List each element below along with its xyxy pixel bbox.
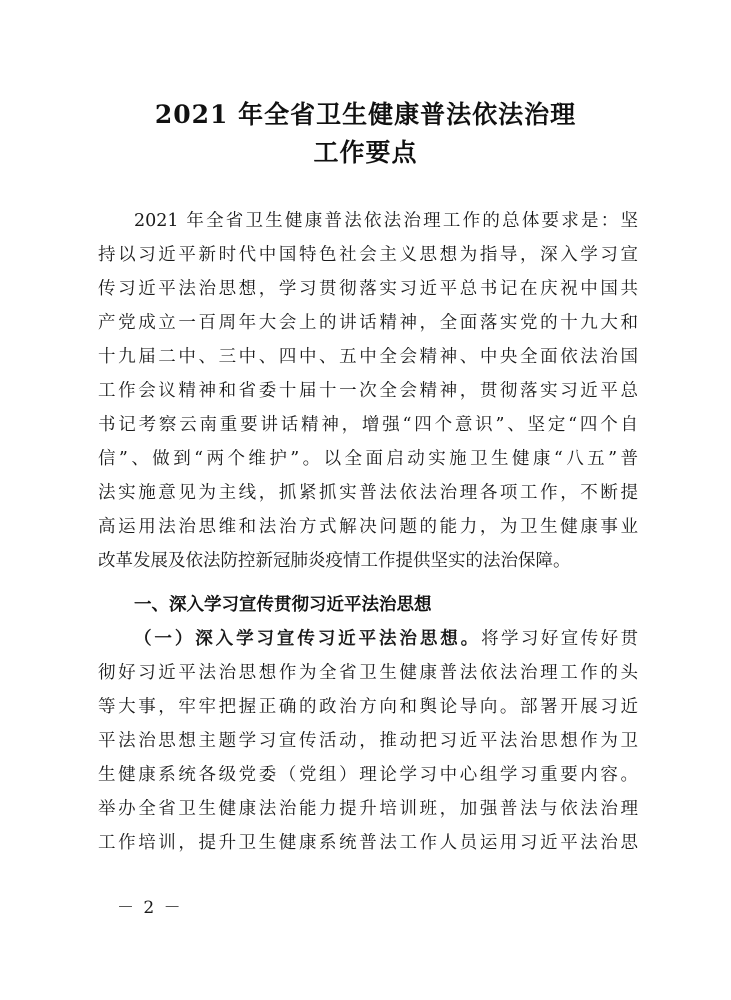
intro-paragraph-line: 信”、做到“两个维护”。以全面启动实施卫生健康“八五”普 [98, 449, 638, 469]
intro-paragraph-line: 法实施意见为主线，抓紧抓实普法依法治理各项工作，不断提 [98, 483, 638, 503]
subsection-1-line: 彻好习近平法治思想作为全省卫生健康普法依法治理工作的头 [98, 663, 638, 683]
subsection-1-line: 工作培训，提升卫生健康系统普法工作人员运用习近平法治思 [98, 833, 638, 853]
subsection-1-line: 平法治思想主题学习宣传活动，推动把习近平法治思想作为卫 [98, 731, 638, 751]
page-number: － 2 － [117, 898, 183, 918]
intro-paragraph-line: 工作会议精神和省委十届十一次全会精神，贯彻落实习近平总 [98, 381, 638, 401]
subsection-1-heading: （一）深入学习宣传习近平法治思想。 [134, 629, 482, 649]
section-1-heading: 一、深入学习宣传贯彻习近平法治思想 [134, 595, 432, 615]
intro-paragraph-line: 书记考察云南重要讲话精神，增强“四个意识”、坚定“四个自 [98, 415, 638, 435]
subsection-1-line: 等大事，牢牢把握正确的政治方向和舆论导向。部署开展习近 [98, 697, 638, 717]
document-title-line-2: 工作要点 [313, 138, 418, 167]
intro-paragraph-line: 十九届二中、三中、四中、五中全会精神、中央全面依法治国 [98, 347, 638, 367]
intro-paragraph-line: 2021 年全省卫生健康普法依法治理工作的总体要求是：坚 [134, 211, 638, 231]
intro-paragraph-line: 持以习近平新时代中国特色社会主义思想为指导，深入学习宣 [98, 245, 638, 265]
subsection-1-first-line [134, 624, 638, 654]
document-title-line-1: 2021 年全省卫生健康普法依法治理 [154, 100, 577, 129]
intro-paragraph-line: 传习近平法治思想，学习贯彻落实习近平总书记在庆祝中国共 [98, 279, 638, 299]
intro-paragraph-line: 高运用法治思维和法治方式解决问题的能力，为卫生健康事业 [98, 517, 638, 537]
intro-paragraph-line: 产党成立一百周年大会上的讲话精神，全面落实党的十九大和 [98, 313, 638, 333]
subsection-1-first-line-text: 将学习好宣传好贯 [481, 629, 639, 649]
subsection-1-line: 举办全省卫生健康法治能力提升培训班，加强普法与依法治理 [98, 799, 638, 819]
subsection-1-line: 生健康系统各级党委（党组）理论学习中心组学习重要内容。 [98, 765, 638, 785]
intro-paragraph-line: 改革发展及依法防控新冠肺炎疫情工作提供坚实的法治保障。 [98, 551, 571, 571]
